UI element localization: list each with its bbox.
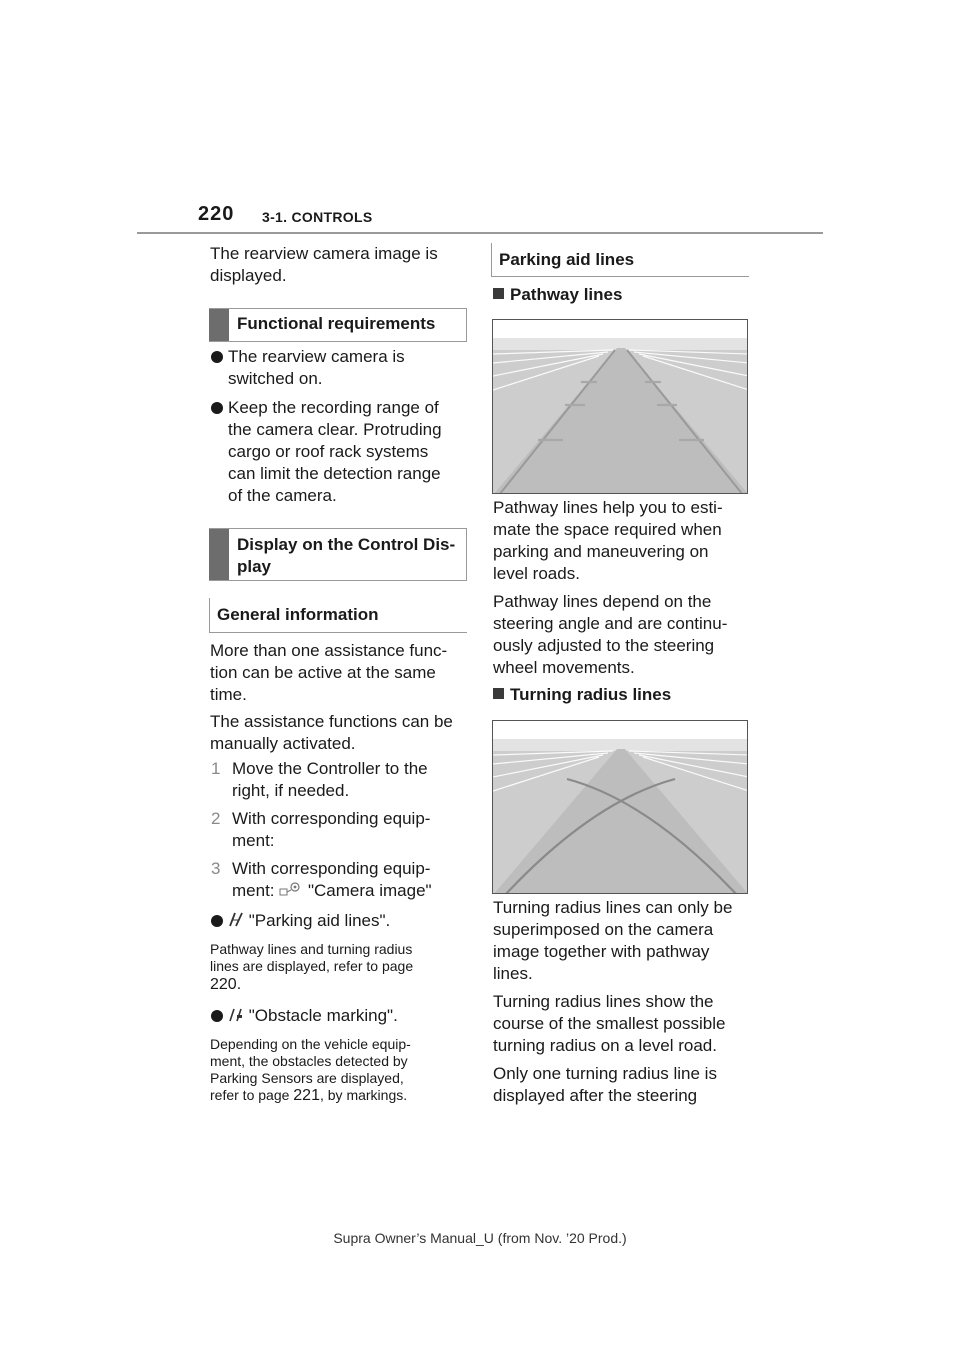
step-number: 2 bbox=[211, 809, 221, 828]
topic-turning-radius-lines: Turning radius lines bbox=[493, 684, 671, 706]
turning-radius-paragraph: Turning radius lines show the course of the smallest possible turning radius on a level road. bbox=[493, 992, 726, 1055]
bullet bbox=[211, 1010, 223, 1022]
parking-aid-option: "Parking aid lines". bbox=[228, 910, 390, 933]
parking-aid-note: Pathway lines and turning radius lines are displayed, refer to page 220. bbox=[210, 941, 414, 993]
requirement-item: The rearview camera is switched on. bbox=[228, 347, 405, 388]
pathway-lines-illustration bbox=[492, 319, 748, 494]
pathway-lines-paragraph: Pathway lines help you to esti- mate the space required when parking and maneuvering on level roads. bbox=[493, 498, 723, 583]
camera-image-icon bbox=[279, 881, 303, 903]
subheading-parking-aid-lines: Parking aid lines bbox=[491, 243, 749, 277]
obstacle-marking-note: Depending on the vehicle equip- ment, the obstacles detected by Parking Sensors are displayed, refer to page 221, by markings. bbox=[210, 1036, 411, 1104]
step-text: Move the Controller to the right, if needed. bbox=[232, 759, 428, 800]
header-divider bbox=[137, 232, 823, 234]
obstacle-marking-option: "Obstacle marking". bbox=[228, 1005, 398, 1028]
topic-pathway-lines: Pathway lines bbox=[493, 284, 622, 306]
bullet bbox=[211, 915, 223, 927]
parking-aid-lines-icon bbox=[228, 911, 244, 933]
page-number: 220 bbox=[198, 203, 235, 225]
step-text: With corresponding equip- ment: bbox=[232, 809, 431, 850]
subheading-display-control-display: Display on the Control Dis- play bbox=[209, 528, 467, 581]
general-info-paragraph: The assistance functions can be manually activated. bbox=[210, 712, 453, 753]
section-title: 3-1. CONTROLS bbox=[262, 209, 373, 225]
intro-text: The rearview camera image is displayed. bbox=[210, 244, 438, 285]
bullet bbox=[211, 351, 223, 363]
general-info-paragraph: More than one assistance func- tion can be active at the same time. bbox=[210, 641, 448, 704]
turning-radius-paragraph: Turning radius lines can only be superimposed on the camera image together with pathway lines. bbox=[493, 898, 733, 983]
bullet bbox=[211, 402, 223, 414]
turning-radius-lines-illustration bbox=[492, 720, 748, 894]
subheading-functional-requirements: Functional requirements bbox=[209, 308, 467, 342]
obstacle-marking-icon bbox=[228, 1006, 244, 1028]
step-text: With corresponding equip- ment: "Camera image" bbox=[232, 858, 432, 903]
turning-radius-paragraph: Only one turning radius line is displayed after the steering bbox=[493, 1064, 717, 1105]
step-number: 3 bbox=[211, 859, 221, 878]
step-number: 1 bbox=[211, 759, 221, 778]
subheading-general-information: General information bbox=[209, 598, 467, 633]
requirement-item: Keep the recording range of the camera clear. Protruding cargo or roof rack systems can limit the detection range of the camera. bbox=[228, 398, 442, 505]
page-footer: Supra Owner’s Manual_U (from Nov. ’20 Prod.) bbox=[333, 1230, 627, 1246]
pathway-lines-paragraph: Pathway lines depend on the steering angle and are continu- ously adjusted to the steering wheel movements. bbox=[493, 592, 728, 677]
